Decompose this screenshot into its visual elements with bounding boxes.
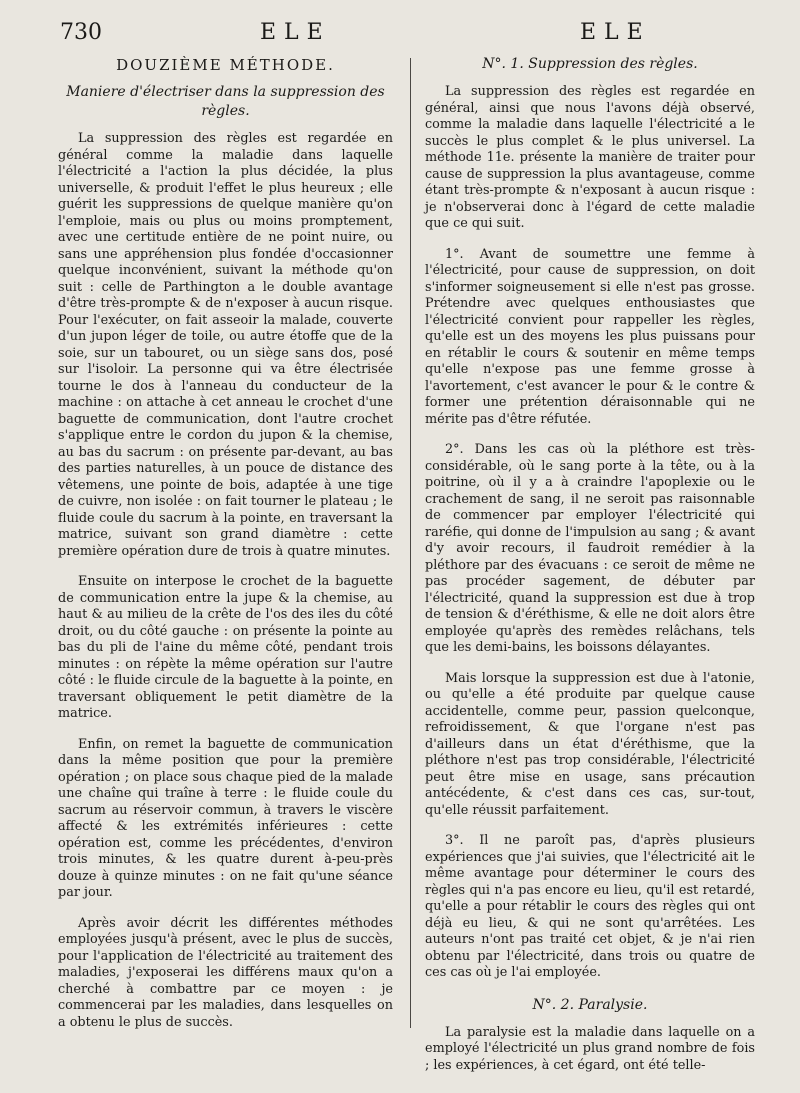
left-column [58,55,393,1055]
paragraph-left-1: La suppression des règles est regardée en général comme la maladie dans laquelle l'électricité a l'action la plus décidée, la plus universelle, & produit l'effet le plus heureux ; elle guérit les suppressions de quelque manière qu'on l'emploie, mais ou plus ou moins promptement, avec une certitude entière de ne point nuire, ou sans une appréhension plus fondée d'occasionner quelque inconvénient, suivant la méthode qu'on suit : celle de Parthington a le double avantage d'être très-prompte & de n'exposer à aucun risque. Pour l'exécuter, on fait asseoir la malade, couverte d'un jupon léger de toile, ou autre étoffe que de la soie, sur un tabouret, ou un siège sans dos, posé sur l'isoloir. La personne qui va être électrisée tourne le dos à l'anneau du conducteur de la machine : on attache à cet anneau le crochet d'une baguette de communication, dont l'autre crochet s'applique entre le cordon du jupon & la chemise, au bas du sacrum : on présente par-devant, au bas des parties naturelles, à un pouce de distance des vêtemens, une pointe de bois, adaptée à une tige de cuivre, non isolée : on fait tourner le plateau ; le fluide coule du sacrum à la pointe, en traversant la matrice, suivant son grand diamètre : cette première opération dure de trois à quatre minutes. [58,131,393,559]
running-title-right: ELE [580,20,651,45]
section-title-right: N°. 1. Suppression des règles. [482,56,698,72]
paragraph-right-2: 1°. Avant de soumettre une femme à l'électricité, pour cause de suppression, on doit s'informer soigneusement si elle n'est pas grosse. Prétendre avec quelques enthousiastes que l'électricité convient pour rappeller les règles, qu'elle est un des moyens les plus puissans pour en rétablir le cours & soutenir en même temps qu'elle n'expose pas une femme grosse à l'avortement, c'est avancer le pour & le contre & former une prétention déraisonnable qui ne mérite pas d'être réfutée. [425,246,755,427]
paragraph-left-2: Ensuite on interpose le crochet de la baguette de communication entre la jupe & la chemise, au haut & au milieu de la crête de l'os des iles du côté droit, ou du côté gauche : on présente la pointe au bas du pli de l'aine du même côté, pendant trois minutes : on répète la même opération sur l'autre côté : le fluide circule de la baguette à la pointe, en traversant obliquement le petit diamètre de la matrice. [58,574,393,721]
paragraph-left-4: Après avoir décrit les différentes méthodes employées jusqu'à présent, avec le plus de succès, pour l'application de l'électricité au traitement des maladies, j'exposerai les différens maux qu'on a cherché à combattre par ce moyen : je commencerai par les maladies, dans lesquelles on a obtenu le plus de succès. [58,915,393,1030]
paragraph-right-4: Mais lorsque la suppression est due à l'atonie, ou qu'elle a été produite par quelque cause accidentelle, comme peur, passion quelconque, refroidissement, & que l'organe n'est pas d'ailleurs dans un état d'éréthisme, que la pléthore n'est pas trop considérable, l'électricité peut être mise en usage, sans précaution antécédente, & c'est dans ces cas, sur-tout, qu'elle réussit parfaitement. [425,670,755,818]
paragraph-right-1: La suppression des règles est regardée en général, ainsi que nous l'avons déjà observé, comme la maladie dans laquelle l'électricité a le succès le plus complet & le plus universel. La méthode 11e. présente la manière de traiter pour cause de suppression la plus avantageuse, comme étant très-prompte & n'exposant à aucun risque : je n'observerai donc à l'égard de cette maladie que ce qui suit. [425,84,755,231]
right-column [425,55,755,1073]
page-number: 730 [60,20,102,45]
paragraph-right-5: 3°. Il ne paroît pas, d'après plusieurs expériences que j'ai suivies, que l'électricité ait le même avantage pour déterminer le cours des règles qui n'a pas encore eu lieu, qu'il est retardé, qu'elle a pour rétablir le cours des règles qui ont déjà eu lieu, & qui ne sont qu'arrêtées. Les auteurs n'ont pas traité cet objet, & je n'ai rien obtenu par l'électricité, dans trois ou quatre de ces cas où je l'ai employée. [425,833,755,980]
paragraph-right-3: 2°. Dans les cas où la pléthore est très-considérable, où le sang porte à la tête, ou à la poitrine, où il y a à craindre l'apoplexie ou le crachement de sang, il ne seroit pas raisonnable de commencer par employer l'électricité qui raréfie, qui donne de l'impulsion au sang ; & avant d'y avoir recours, il faudroit remédier à la pléthore par des évacuans : ce seroit de même ne pas procéder sagement, de débuter par l'électricité, quand la suppression est due à trop de tension & d'éréthisme, & elle ne doit alors être employée qu'après des remèdes relâchans, tels que les demi-bains, les boissons délayantes. [425,442,755,655]
column-divider [410,58,411,1028]
running-title-left: ELE [260,20,331,45]
section-subtitle-left: Maniere d'électriser dans la suppression des règles. [66,84,385,119]
paragraph-right-6: La paralysie est la maladie dans laquelle on a employé l'électricité un plus grand nombre de fois ; les expériences, à cet égard, ont été telle- [425,1024,755,1073]
section-title-right-2: N°. 2. Paralysie. [532,996,648,1013]
section-title-left: DOUZIÈME MÉTHODE. [116,56,335,74]
paragraph-left-3: Enfin, on remet la baguette de communication dans la même position que pour la première opération ; on place sous chaque pied de la malade une chaîne qui traîne à terre : le fluide coule du sacrum au réservoir commun, à travers le viscère affecté & les extrémités inférieures : cette opération est, comme les précédentes, d'environ trois minutes, & les quatre durent à-peu-près douze à quinze minutes : on ne fait qu'une séance par jour. [58,736,393,900]
running-head [60,20,740,48]
